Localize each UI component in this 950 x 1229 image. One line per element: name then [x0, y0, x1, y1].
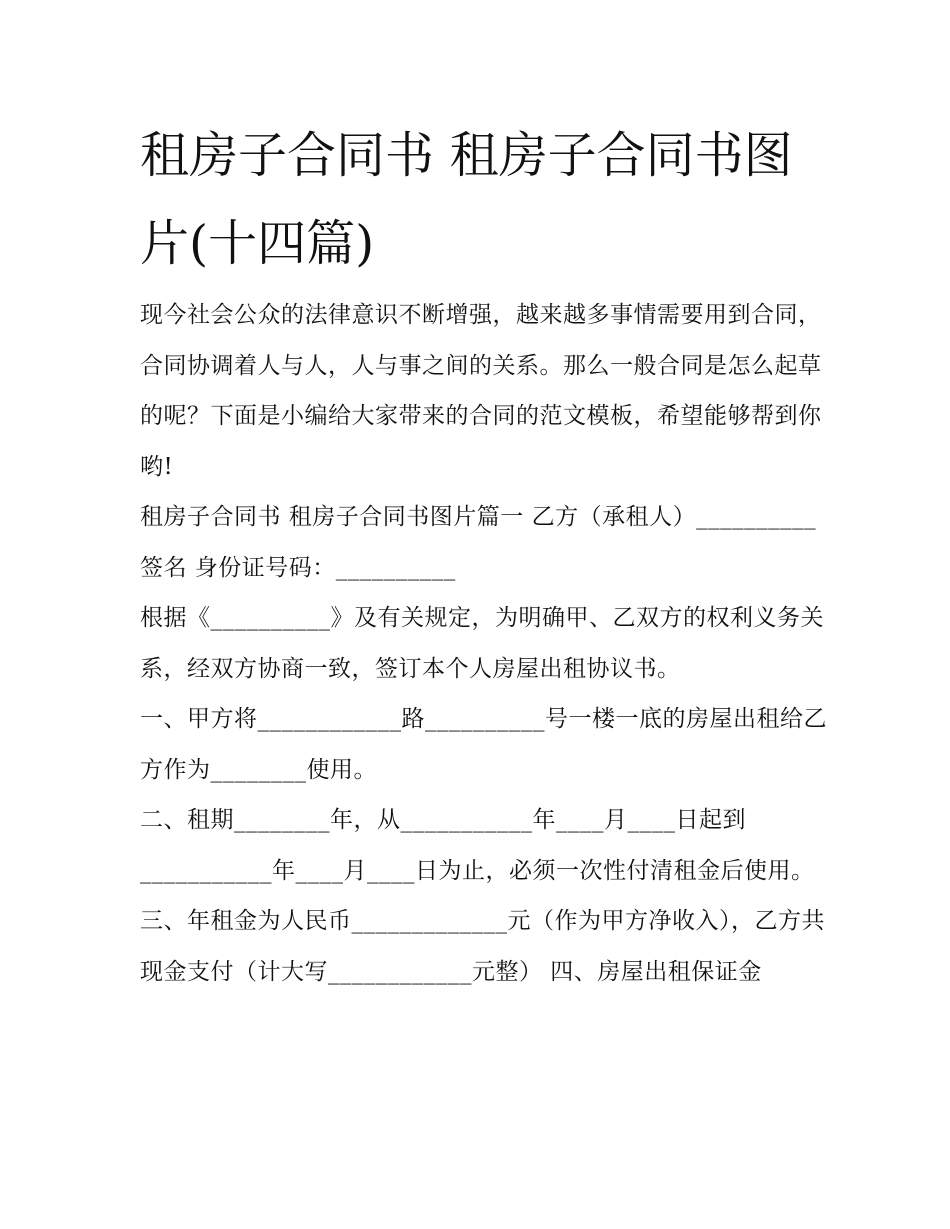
clause-3-paragraph: 三、年租金为人民币_____________元（作为甲方净收入），乙方共现金支付（计大写____________元整） 四、房屋出租保证金: [140, 908, 825, 985]
section-heading-paragraph: 租房子合同书 租房子合同书图片篇一 乙方（承租人）__________签名 身份证号码：__________: [140, 504, 817, 581]
intro-paragraph: 现今社会公众的法律意识不断增强，越来越多事情需要用到合同，合同协调着人与人，人与事之间的关系。那么一般合同是怎么起草的呢？下面是小编给大家带来的合同的范文模板，希望能够帮到你哟!: [140, 302, 822, 480]
clause-2-paragraph: 二、租期________年，从___________年____月____日起到___________年____月____日为止，必须一次性付清租金后使用。: [140, 807, 815, 884]
clause-1-paragraph: 一、甲方将____________路__________号一楼一底的房屋出租给乙方作为________使用。: [140, 706, 827, 783]
document-title: 租房子合同书 租房子合同书图片(十四篇): [140, 127, 793, 272]
document-page: [140, 112, 830, 997]
basis-paragraph: 根据《__________》及有关规定，为明确甲、乙双方的权利义务关系，经双方协商一致，签订本个人房屋出租协议书。: [140, 605, 824, 682]
